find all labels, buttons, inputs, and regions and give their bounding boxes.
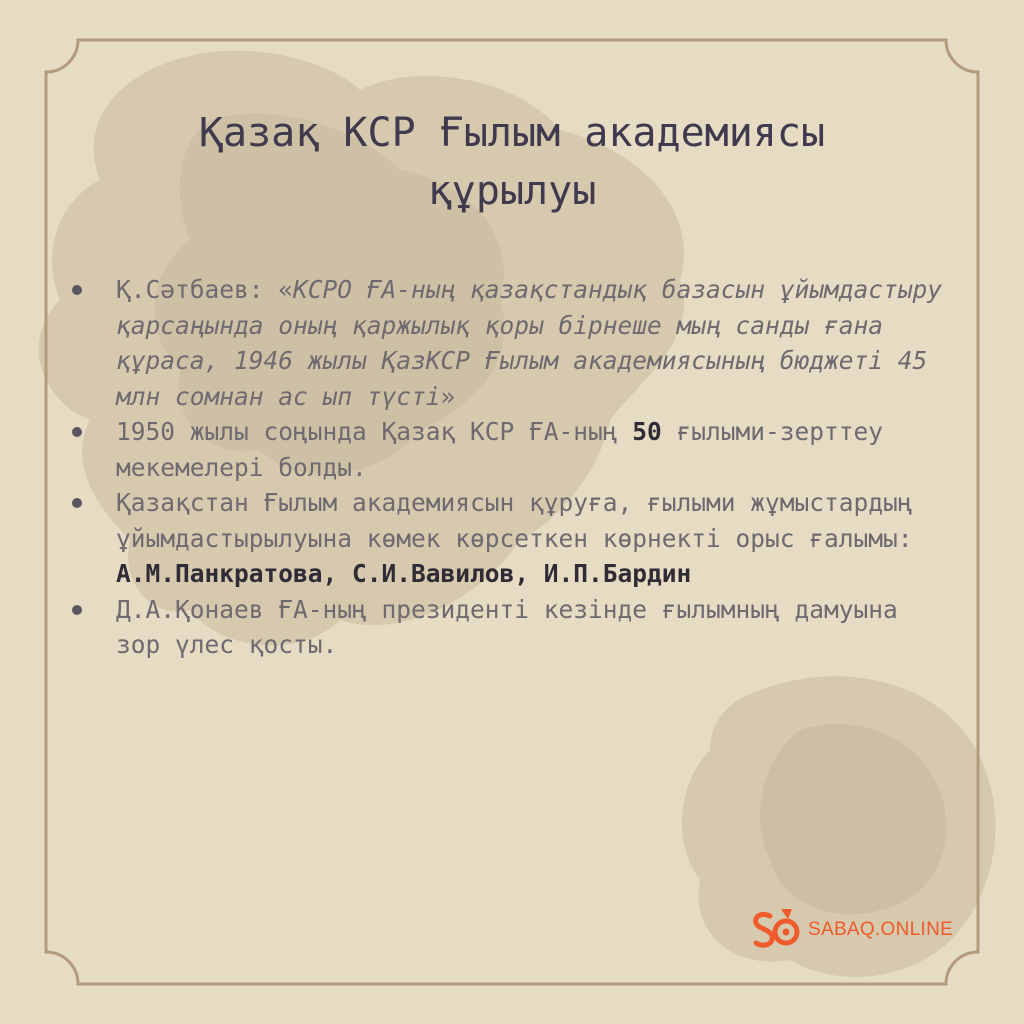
title-line-2: құрылуы [427, 168, 597, 214]
title-line-1: Қазақ КСР Ғылым академиясы [198, 110, 826, 156]
bullet-icon [72, 285, 82, 295]
item-text: Қазақстан Ғылым академиясын құруға, ғылыми жұмыстардың ұйымдастырылуына көмек көрсеткен көрнекті орыс ғалымы: [116, 488, 913, 553]
bullet-icon [72, 498, 82, 508]
quote-suffix: » [440, 381, 456, 411]
bullet-list [64, 272, 944, 663]
quote-prefix: Қ.Сәтбаев: « [116, 275, 294, 304]
item-text: Д.А.Қонаев ҒА-ның президенті кезінде ғылымның дамуына зор үлес қосты. [116, 594, 898, 659]
list-item [64, 485, 944, 592]
page-title [60, 104, 964, 220]
sabaq-logo-icon [748, 906, 804, 954]
sabaq-logo [748, 906, 953, 954]
item-bold-number: 50 [632, 417, 662, 446]
bullet-icon [72, 605, 82, 615]
logo-text: SABAQ.ONLINE [808, 919, 954, 940]
quote-text: КСРО ҒА-ның қазақстандық базасын ұйымдастыру қарсаңында оның қаржылық қоры бірнеше мың санды ғана құраса, 1946 жылы ҚазКСР Ғылым академиясының бюджеті 45 млн сомнан ас ып түсті [116, 275, 943, 411]
item-text: 1950 жылы соңында Қазақ КСР ҒА-ның [116, 417, 633, 446]
list-item [64, 592, 944, 663]
list-item [64, 272, 944, 414]
bullet-icon [72, 427, 82, 437]
item-bold-names: А.М.Панкратова, С.И.Вавилов, И.П.Бардин [116, 559, 692, 588]
list-item [64, 414, 944, 485]
item-text: ғылыми-зерттеу мекемелері болды. [116, 417, 884, 482]
